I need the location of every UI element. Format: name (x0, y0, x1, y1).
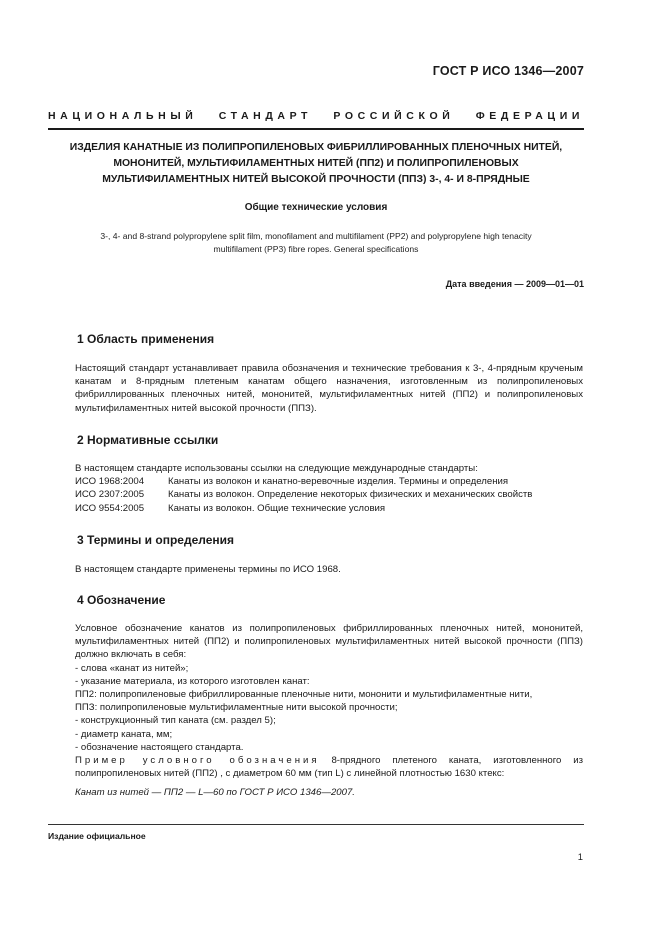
reference-code: ИСО 2307:2005 (75, 489, 145, 501)
footer-rule (48, 824, 584, 825)
header-rule (48, 128, 584, 130)
section-2-heading: 2 Нормативные ссылки (77, 433, 219, 447)
list-item: - обозначение настоящего стандарта. (75, 741, 244, 753)
section-2-body (75, 462, 583, 515)
section-4-intro: Условное обозначение канатов из полипропиленовых фибриллированных пленочных нитей, мононитей, мультифиламентных нитей (ПП2) и полипропиленовых мультифиламентных нитей высокой прочности (ППЗ) должно включать в себя: (75, 623, 583, 661)
reference-title: Канаты из волокон. Определение некоторых физических и механических свойств (168, 489, 533, 501)
english-title (48, 230, 584, 256)
title-line-1: ИЗДЕЛИЯ КАНАТНЫЕ ИЗ ПОЛИПРОПИЛЕНОВЫХ ФИБРИЛЛИРОВАННЫХ ПЛЕНОЧНЫХ НИТЕЙ, (69, 142, 563, 153)
main-title (48, 140, 584, 188)
example-label: Пример условного обозначения (75, 755, 320, 767)
reference-code: ИСО 9554:2005 (75, 502, 145, 514)
list-item: - диаметр каната, мм; (75, 728, 173, 740)
page-number: 1 (577, 851, 583, 862)
section-3-heading: 3 Термины и определения (77, 533, 235, 547)
document-id: ГОСТ Р ИСО 1346—2007 (432, 64, 584, 78)
reference-code: ИСО 1968:2004 (75, 476, 145, 488)
list-item: - слова «канат из нитей»; (75, 662, 189, 674)
subtitle: Общие технические условия (244, 202, 388, 213)
section-1-text (75, 362, 583, 415)
section-1-heading: 1 Область применения (77, 332, 215, 346)
english-title-line-1: 3-, 4- and 8-strand polypropylene split film, monofilament and multifilament (PP2) and polypropylene high tenacity (100, 231, 532, 241)
english-title-line-2: multifilament (PP3) fibre ropes. General specifications (213, 244, 419, 254)
section-2-intro: В настоящем стандарте использованы ссылки на следующие международные стандарты: (75, 463, 478, 474)
title-line-2: МОНОНИТЕЙ, МУЛЬТИФИЛАМЕНТНЫХ НИТЕЙ (ПП2) И ПОЛИПРОПИЛЕНОВЫХ (113, 158, 519, 169)
section-3-text: В настоящем стандарте применены термины по ИСО 1968. (75, 564, 341, 575)
introduction-date: Дата введения — 2009—01—01 (445, 279, 584, 289)
national-standard-banner: НАЦИОНАЛЬНЫЙ СТАНДАРТ РОССИЙСКОЙ ФЕДЕРАЦИИ (48, 110, 584, 122)
example-text: 8-прядного плетеного каната, изготовленного из полипропиленовых нитей (ПП2) , с диаметром 60 мм (тип L) с линейной плотностью 1630 ктекс: (75, 755, 584, 780)
list-item: - указание материала, из которого изготовлен канат: (75, 675, 310, 687)
reference-row (75, 475, 583, 488)
section-1-paragraph: Настоящий стандарт устанавливает правила обозначения и технические требования к 3-, 4-прядным крученым канатам и 8-прядным плетеным канатам общего назначения, изготовленным из полипропиленовых фибриллированных пленочных нитей, мононитей, мультифиламентных нитей (ПП2) и полипропиленовых мультифиламентных нитей высокой прочности (ППЗ). (75, 363, 583, 414)
list-item: - конструкционный тип каната (см. раздел 5); (75, 715, 276, 727)
reference-row (75, 502, 583, 515)
section-4-heading: 4 Обозначение (77, 593, 166, 607)
reference-title: Канаты из волокон и канатно-веревочные изделия. Термины и определения (168, 476, 509, 488)
example-paragraph (75, 754, 583, 780)
title-line-3: МУЛЬТИФИЛАМЕНТНЫХ НИТЕЙ ВЫСОКОЙ ПРОЧНОСТИ (ППЗ) 3-, 4- И 8-ПРЯДНЫЕ (102, 174, 530, 185)
list-item: ППЗ: полипропиленовые мультифиламентные нити высокой прочности; (75, 702, 398, 714)
section-4-body (75, 622, 583, 800)
edition-note: Издание официальное (48, 831, 146, 841)
reference-row (75, 488, 583, 501)
reference-title: Канаты из волокон. Общие технические условия (168, 502, 386, 514)
list-item: ПП2: полипропиленовые фибриллированные пленочные нити, мононити и мультифиламентные нити, (75, 689, 533, 701)
example-designation: Канат из нитей — ПП2 — L—60 по ГОСТ Р ИСО 1346—2007. (75, 787, 355, 799)
